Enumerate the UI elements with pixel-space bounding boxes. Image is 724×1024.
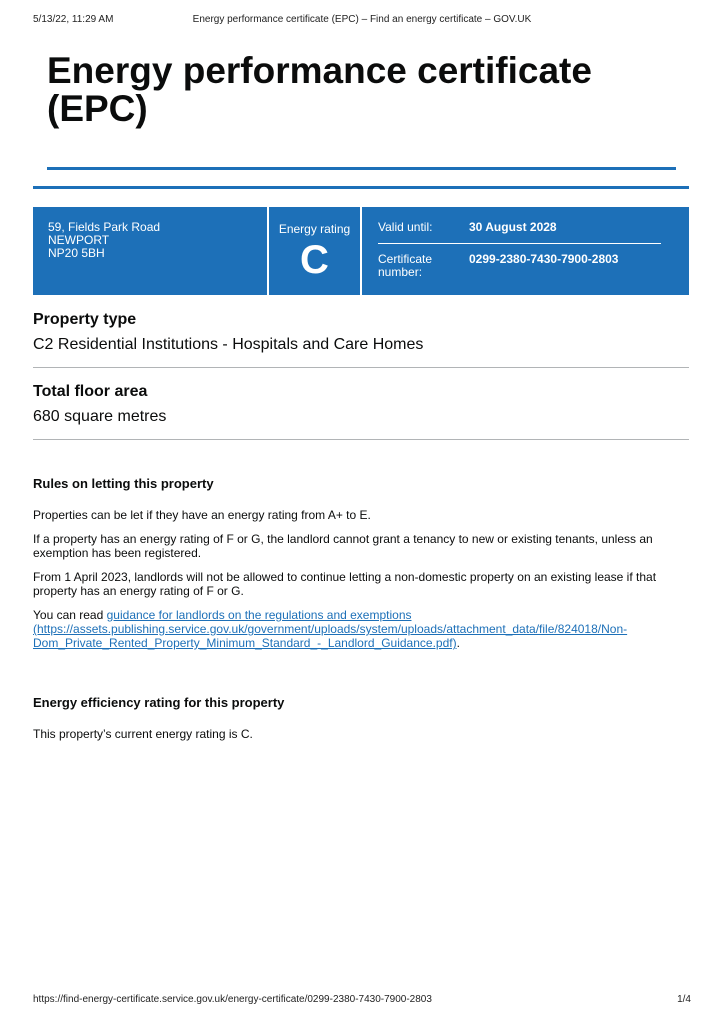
energy-rating-panel	[269, 222, 360, 282]
floor-area-section	[33, 382, 689, 427]
address-postcode: NP20 5BH	[48, 246, 105, 260]
valid-until-row	[378, 221, 661, 243]
certificate-number-row	[378, 253, 661, 281]
page-title-line-1: Energy performance certificate	[47, 50, 592, 91]
letting-rules-paragraph-4	[33, 608, 658, 650]
certificate-number-label: Certificate number:	[378, 252, 433, 279]
energy-efficiency-heading: Energy efficiency rating for this property	[33, 695, 285, 710]
print-timestamp: 5/13/22, 11:29 AM	[33, 14, 114, 25]
box-divider	[360, 207, 362, 295]
letting-rules-paragraph-1: Properties can be let if they have an energy rating from A+ to E.	[33, 508, 371, 522]
floor-area-heading: Total floor area	[33, 383, 148, 400]
info-divider	[378, 243, 661, 244]
section-rule	[33, 186, 689, 189]
letting-rules-paragraph-3: From 1 April 2023, landlords will not be allowed to continue letting a non-domestic property on an existing lease if that property has an energy rating of F or G.	[33, 570, 657, 598]
page-title	[47, 52, 687, 128]
letting-rules-paragraph-2: If a property has an energy rating of F or G, the landlord cannot grant a tenancy to new or existing tenants, unless an exemption has been registered.	[33, 532, 653, 560]
certificate-info-panel	[378, 221, 661, 281]
guidance-link[interactable]	[33, 608, 627, 650]
certificate-number-value: 0299-2380-7430-7900-2803	[469, 252, 619, 266]
energy-efficiency-section	[33, 695, 658, 741]
property-address	[48, 221, 160, 260]
property-type-section	[33, 310, 689, 355]
title-rule	[47, 167, 676, 170]
address-line-2: NEWPORT	[48, 233, 110, 247]
guidance-prefix: You can read	[33, 608, 107, 622]
energy-rating-letter: C	[300, 238, 329, 282]
floor-area-value: 680 square metres	[33, 408, 167, 425]
address-line-1: 59, Fields Park Road	[48, 220, 161, 234]
guidance-suffix: .	[456, 636, 460, 650]
summary-divider	[33, 439, 689, 440]
property-type-value: C2 Residential Institutions - Hospitals and Care Homes	[33, 336, 424, 353]
valid-until-value: 30 August 2028	[469, 220, 557, 234]
print-footer-url: https://find-energy-certificate.service.gov.uk/energy-certificate/0299-2380-7430-7900-2803	[33, 994, 432, 1005]
print-page-number: 1/4	[677, 994, 691, 1005]
page-title-line-2: (EPC)	[47, 88, 148, 129]
summary-divider	[33, 367, 689, 368]
print-footer	[33, 994, 691, 1008]
print-document-title: Energy performance certificate (EPC) – Find an energy certificate – GOV.UK	[192, 14, 532, 25]
valid-until-label: Valid until:	[378, 220, 433, 234]
guidance-link-url[interactable]: (https://assets.publishing.service.gov.uk/government/uploads/system/uploads/attachment_data/file/824018/Non-Dom_Private_Rented_Property_Minimum_Standard_-_Landlord_Guidance.pdf)	[33, 622, 628, 650]
energy-rating-label: Energy rating	[278, 222, 351, 236]
guidance-link-text[interactable]: guidance for landlords on the regulations and exemptions	[106, 608, 412, 622]
energy-efficiency-text: This property’s current energy rating is C.	[33, 727, 253, 741]
property-type-heading: Property type	[33, 311, 137, 328]
letting-rules-heading: Rules on letting this property	[33, 476, 214, 491]
letting-rules-section	[33, 476, 658, 650]
certificate-summary-box	[33, 207, 689, 295]
print-header	[33, 14, 691, 28]
